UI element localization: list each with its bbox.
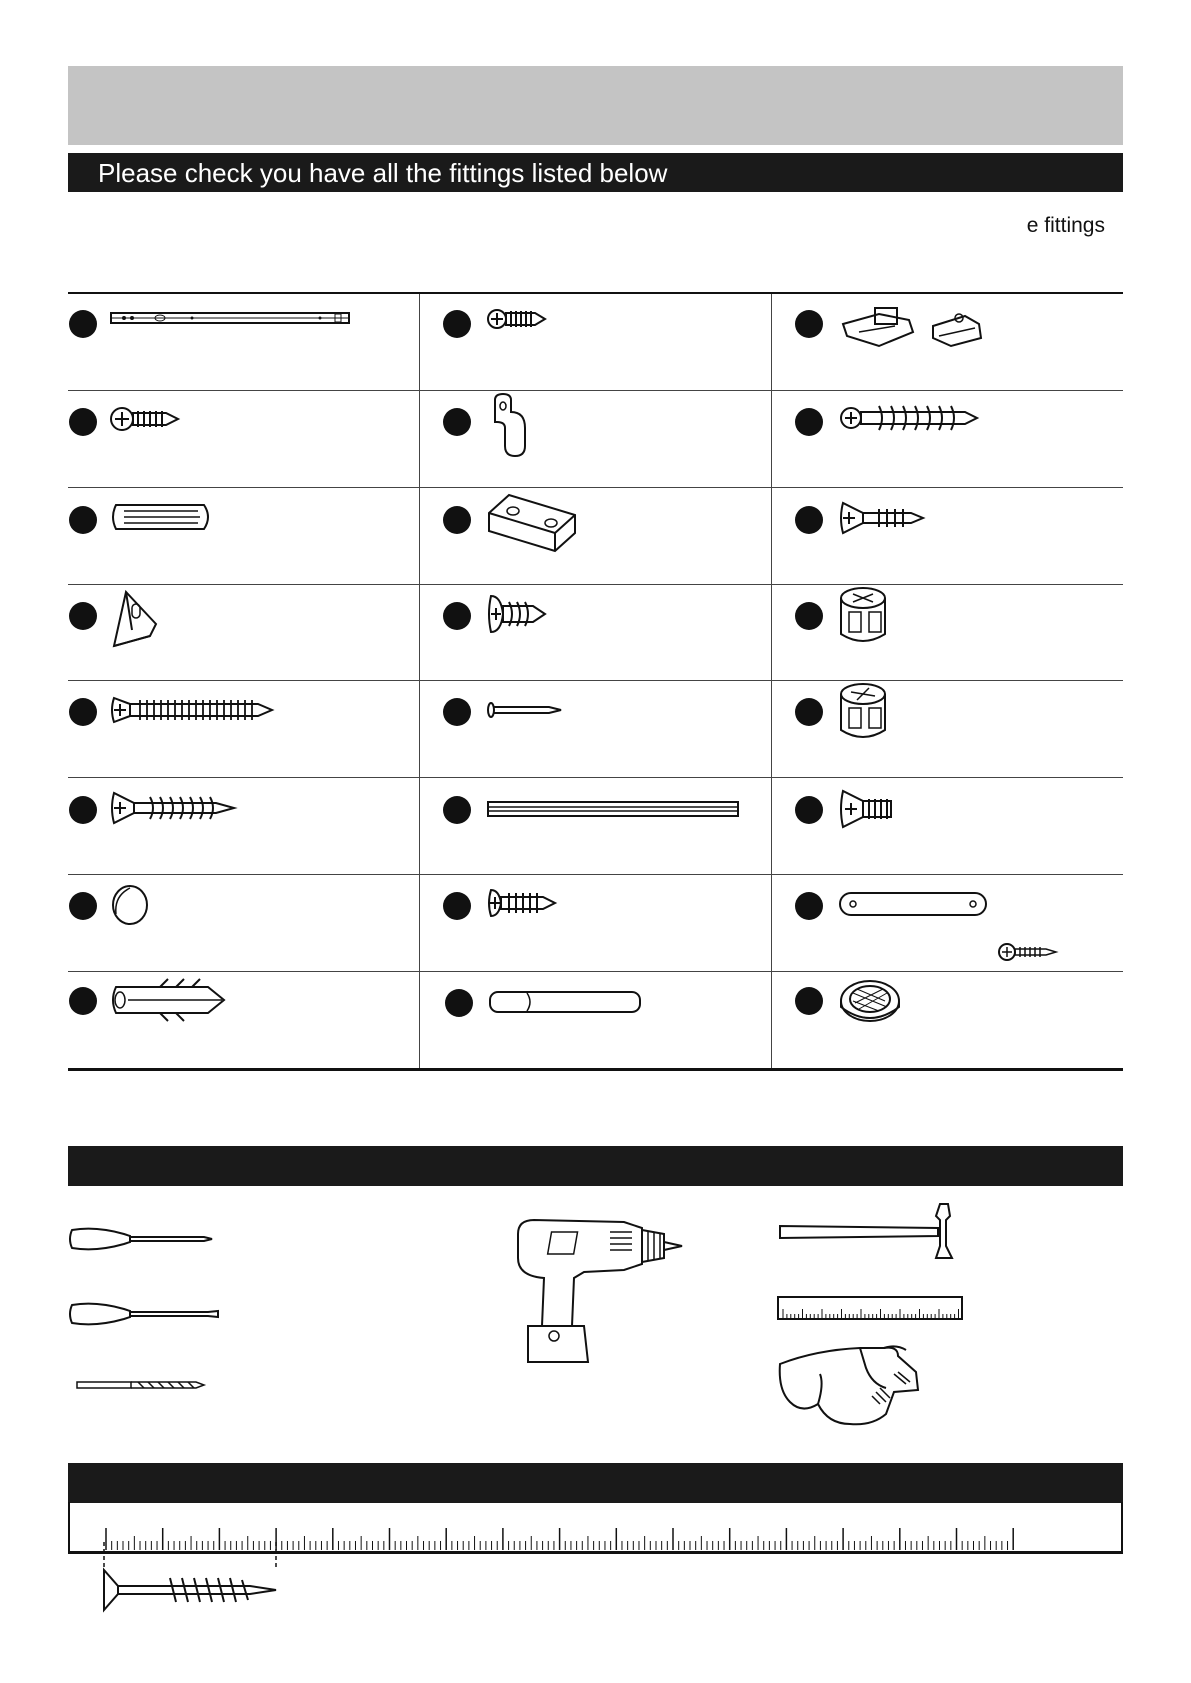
fitting-cell — [419, 487, 771, 584]
fitting-cell — [68, 487, 419, 584]
fitting-cell — [771, 874, 1123, 971]
item-number-marker — [443, 602, 471, 630]
hammer-icon — [778, 1200, 968, 1264]
wall-plug-icon — [110, 979, 228, 1021]
fitting-cell — [419, 680, 771, 777]
fitting-cell — [68, 390, 419, 487]
item-number-marker — [443, 796, 471, 824]
felt-pad-icon — [839, 979, 901, 1025]
fitting-cell — [419, 777, 771, 874]
short-screw-icon — [110, 404, 180, 434]
item-number-marker — [445, 989, 473, 1017]
item-number-marker — [795, 987, 823, 1015]
item-number-marker — [795, 796, 823, 824]
item-number-marker — [795, 698, 823, 726]
item-number-marker — [443, 506, 471, 534]
item-number-marker — [795, 506, 823, 534]
item-number-marker — [443, 310, 471, 338]
cam-lock-icon — [839, 586, 889, 646]
item-number-marker — [69, 602, 97, 630]
ruler-title-bar — [68, 1463, 1123, 1503]
fitting-cell — [771, 777, 1123, 874]
corner-bracket-icon — [110, 588, 158, 650]
fitting-cell — [68, 294, 419, 390]
item-number-marker — [69, 408, 97, 436]
item-number-marker — [69, 310, 97, 338]
fitting-cell — [68, 874, 419, 971]
extra-long-screw-icon — [110, 696, 274, 724]
nail-icon — [487, 702, 563, 718]
wooden-dowel-icon — [110, 503, 214, 531]
drawer-runner-icon — [110, 308, 350, 328]
item-number-marker — [795, 408, 823, 436]
fitting-cell — [68, 584, 419, 680]
item-number-marker — [795, 310, 823, 338]
item-number-marker — [69, 796, 97, 824]
fittings-title-bar — [68, 153, 1123, 192]
connector-block-icon — [487, 491, 579, 553]
fitting-cell — [68, 680, 419, 777]
flat-screwdriver-icon — [68, 1297, 220, 1331]
fitting-cell — [68, 971, 419, 1068]
cordless-drill-icon — [514, 1218, 684, 1364]
hanging-rail-icon — [487, 801, 739, 817]
short-screw-icon — [487, 306, 547, 332]
fittings-title: Please check you have all the fittings listed below — [98, 158, 668, 188]
item-number-marker — [69, 698, 97, 726]
chipboard-screw-icon — [110, 791, 236, 825]
fitting-cell — [771, 971, 1123, 1068]
phillips-screwdriver-icon — [68, 1222, 214, 1256]
fitting-cell — [771, 584, 1123, 680]
fitting-cell — [419, 390, 771, 487]
safety-glasses-icon — [776, 1344, 920, 1428]
item-number-marker — [443, 408, 471, 436]
rod-icon — [489, 991, 641, 1013]
item-number-marker — [69, 987, 97, 1015]
fittings-grid — [68, 292, 1123, 1071]
machine-bolt-icon — [839, 789, 895, 829]
cam-lock-icon — [839, 682, 889, 742]
fittings-note: e fittings — [1026, 214, 1105, 237]
fitting-cell — [771, 390, 1123, 487]
top-banner — [68, 66, 1123, 145]
short-screw-icon — [487, 888, 557, 918]
cover-cap-icon — [110, 884, 150, 926]
item-number-marker — [443, 892, 471, 920]
ruler-icon — [777, 1296, 963, 1320]
screw-size-guide-icon — [100, 1542, 284, 1614]
fitting-cell — [419, 971, 771, 1068]
item-number-marker — [443, 698, 471, 726]
item-number-marker — [69, 506, 97, 534]
pan-head-screw-icon — [487, 594, 547, 634]
fitting-cell — [771, 487, 1123, 584]
rail-hook-icon — [487, 392, 531, 458]
tools-title-bar — [68, 1146, 1123, 1186]
drill-bit-icon — [76, 1378, 206, 1392]
fitting-cell — [419, 294, 771, 390]
countersunk-screw-icon — [839, 501, 925, 535]
fitting-cell — [419, 584, 771, 680]
fitting-cell — [771, 680, 1123, 777]
item-number-marker — [69, 892, 97, 920]
fitting-cell — [771, 294, 1123, 390]
item-number-marker — [795, 602, 823, 630]
hinge-icon — [839, 302, 989, 352]
long-screw-icon — [839, 402, 979, 434]
fitting-cell — [68, 777, 419, 874]
fitting-cell — [419, 874, 771, 971]
